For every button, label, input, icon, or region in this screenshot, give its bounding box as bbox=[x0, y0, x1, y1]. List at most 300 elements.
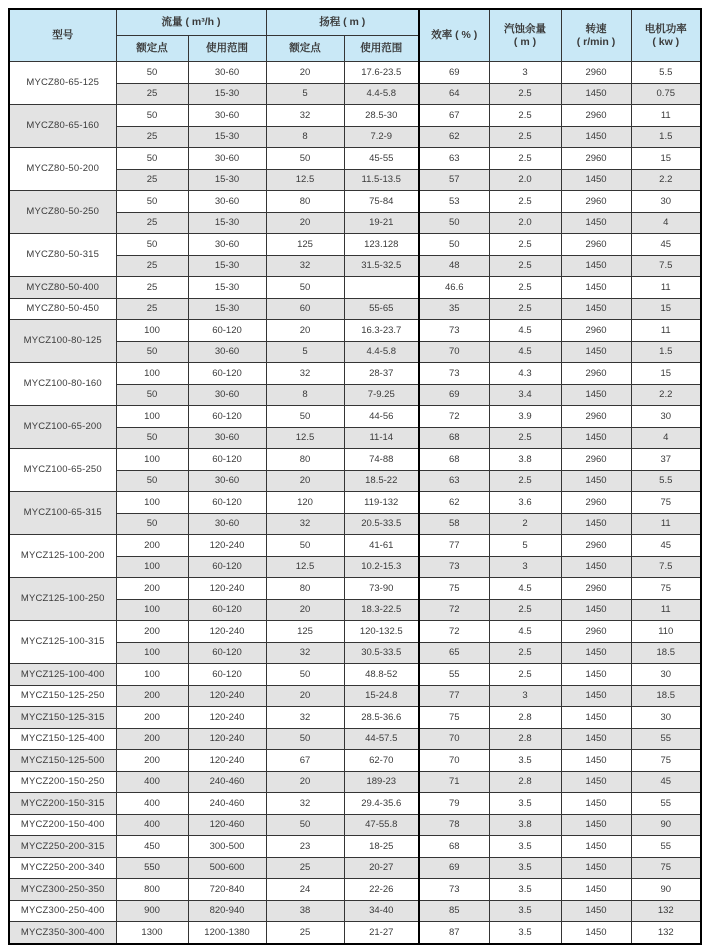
npsh-cell: 2.5 bbox=[489, 255, 561, 277]
flow-range-cell: 120-240 bbox=[188, 535, 266, 557]
npsh-cell: 2.5 bbox=[489, 191, 561, 213]
head-range-cell: 55-65 bbox=[344, 298, 419, 320]
npsh-cell: 3 bbox=[489, 556, 561, 578]
flow-range-cell: 120-240 bbox=[188, 728, 266, 750]
head-range-cell: 11.5-13.5 bbox=[344, 169, 419, 191]
head-rated-cell: 80 bbox=[266, 449, 344, 471]
model-cell: MYCZ100-65-250 bbox=[9, 449, 116, 492]
head-rated-cell: 120 bbox=[266, 492, 344, 514]
flow-range-cell: 15-30 bbox=[188, 277, 266, 299]
power-cell: 4 bbox=[631, 427, 701, 449]
power-cell: 11 bbox=[631, 513, 701, 535]
head-range-cell: 73-90 bbox=[344, 578, 419, 600]
flow-range-cell: 30-60 bbox=[188, 470, 266, 492]
flow-range-cell: 15-30 bbox=[188, 298, 266, 320]
flow-range-cell: 60-120 bbox=[188, 642, 266, 664]
table-row bbox=[9, 277, 701, 299]
header-power bbox=[631, 9, 701, 62]
head-range-cell: 48.8-52 bbox=[344, 664, 419, 686]
table-row bbox=[9, 836, 701, 858]
model-cell: MYCZ125-100-200 bbox=[9, 535, 116, 578]
head-range-cell: 28.5-30 bbox=[344, 105, 419, 127]
head-range-cell: 41-61 bbox=[344, 535, 419, 557]
model-cell: MYCZ80-50-250 bbox=[9, 191, 116, 234]
speed-cell: 2960 bbox=[561, 535, 631, 557]
power-cell: 4 bbox=[631, 212, 701, 234]
npsh-cell: 2.8 bbox=[489, 771, 561, 793]
power-cell: 5.5 bbox=[631, 62, 701, 84]
flow-range-cell: 30-60 bbox=[188, 191, 266, 213]
efficiency-cell: 58 bbox=[419, 513, 489, 535]
power-cell: 1.5 bbox=[631, 126, 701, 148]
table-row bbox=[9, 492, 701, 514]
speed-cell: 1450 bbox=[561, 922, 631, 944]
power-cell: 55 bbox=[631, 728, 701, 750]
power-cell: 30 bbox=[631, 707, 701, 729]
npsh-cell: 2.5 bbox=[489, 234, 561, 256]
power-cell: 5.5 bbox=[631, 470, 701, 492]
flow-rated-cell: 400 bbox=[116, 771, 188, 793]
speed-cell: 1450 bbox=[561, 427, 631, 449]
speed-cell: 1450 bbox=[561, 83, 631, 105]
speed-cell: 2960 bbox=[561, 449, 631, 471]
model-cell: MYCZ125-100-400 bbox=[9, 664, 116, 686]
power-cell: 18.5 bbox=[631, 642, 701, 664]
flow-range-cell: 30-60 bbox=[188, 148, 266, 170]
speed-cell: 1450 bbox=[561, 169, 631, 191]
power-cell: 75 bbox=[631, 492, 701, 514]
flow-range-cell: 15-30 bbox=[188, 83, 266, 105]
flow-rated-cell: 100 bbox=[116, 449, 188, 471]
speed-cell: 1450 bbox=[561, 814, 631, 836]
head-rated-cell: 50 bbox=[266, 277, 344, 299]
flow-range-cell: 30-60 bbox=[188, 427, 266, 449]
head-range-cell: 28-37 bbox=[344, 363, 419, 385]
flow-range-cell: 60-120 bbox=[188, 556, 266, 578]
npsh-cell: 5 bbox=[489, 535, 561, 557]
npsh-cell: 3.8 bbox=[489, 449, 561, 471]
efficiency-cell: 70 bbox=[419, 341, 489, 363]
power-cell: 30 bbox=[631, 406, 701, 428]
flow-rated-cell: 50 bbox=[116, 62, 188, 84]
head-range-cell bbox=[344, 277, 419, 299]
npsh-cell: 3.9 bbox=[489, 406, 561, 428]
header-npsh-line1: 汽蚀余量 bbox=[504, 23, 547, 36]
speed-cell: 1450 bbox=[561, 126, 631, 148]
table-row bbox=[9, 900, 701, 922]
model-cell: MYCZ80-50-315 bbox=[9, 234, 116, 277]
header-head-range: 使用范围 bbox=[344, 36, 419, 62]
speed-cell: 2960 bbox=[561, 105, 631, 127]
head-range-cell: 20-27 bbox=[344, 857, 419, 879]
head-range-cell: 7-9.25 bbox=[344, 384, 419, 406]
power-cell: 15 bbox=[631, 148, 701, 170]
flow-range-cell: 30-60 bbox=[188, 513, 266, 535]
head-rated-cell: 32 bbox=[266, 255, 344, 277]
speed-cell: 2960 bbox=[561, 406, 631, 428]
table-row bbox=[9, 922, 701, 944]
flow-rated-cell: 100 bbox=[116, 556, 188, 578]
flow-range-cell: 30-60 bbox=[188, 341, 266, 363]
power-cell: 30 bbox=[631, 191, 701, 213]
header-flow-range: 使用范围 bbox=[188, 36, 266, 62]
head-range-cell: 189-23 bbox=[344, 771, 419, 793]
table-row bbox=[9, 771, 701, 793]
model-cell: MYCZ350-300-400 bbox=[9, 922, 116, 944]
header-head-group: 扬程 ( m ) bbox=[266, 9, 419, 36]
power-cell: 75 bbox=[631, 857, 701, 879]
table-row bbox=[9, 814, 701, 836]
table-row bbox=[9, 363, 701, 385]
table-row bbox=[9, 621, 701, 643]
head-rated-cell: 5 bbox=[266, 341, 344, 363]
table-row bbox=[9, 191, 701, 213]
npsh-cell: 2.5 bbox=[489, 277, 561, 299]
model-cell: MYCZ80-50-400 bbox=[9, 277, 116, 299]
flow-rated-cell: 200 bbox=[116, 707, 188, 729]
model-cell: MYCZ125-100-250 bbox=[9, 578, 116, 621]
head-range-cell: 44-56 bbox=[344, 406, 419, 428]
power-cell: 11 bbox=[631, 105, 701, 127]
header-model: 型号 bbox=[9, 9, 116, 62]
model-cell: MYCZ150-125-500 bbox=[9, 750, 116, 772]
flow-rated-cell: 25 bbox=[116, 255, 188, 277]
speed-cell: 1450 bbox=[561, 384, 631, 406]
speed-cell: 1450 bbox=[561, 793, 631, 815]
head-range-cell: 21-27 bbox=[344, 922, 419, 944]
table-row bbox=[9, 320, 701, 342]
npsh-cell: 4.5 bbox=[489, 341, 561, 363]
head-range-cell: 28.5-36.6 bbox=[344, 707, 419, 729]
power-cell: 7.5 bbox=[631, 556, 701, 578]
speed-cell: 1450 bbox=[561, 556, 631, 578]
flow-rated-cell: 50 bbox=[116, 234, 188, 256]
power-cell: 45 bbox=[631, 234, 701, 256]
speed-cell: 2960 bbox=[561, 492, 631, 514]
efficiency-cell: 73 bbox=[419, 879, 489, 901]
power-cell: 7.5 bbox=[631, 255, 701, 277]
head-range-cell: 17.6-23.5 bbox=[344, 62, 419, 84]
speed-cell: 2960 bbox=[561, 621, 631, 643]
npsh-cell: 2.5 bbox=[489, 642, 561, 664]
efficiency-cell: 77 bbox=[419, 685, 489, 707]
power-cell: 90 bbox=[631, 879, 701, 901]
efficiency-cell: 73 bbox=[419, 363, 489, 385]
power-cell: 55 bbox=[631, 836, 701, 858]
header-flow-group: 流量 ( m³/h ) bbox=[116, 9, 266, 36]
flow-range-cell: 60-120 bbox=[188, 363, 266, 385]
head-range-cell: 123.128 bbox=[344, 234, 419, 256]
power-cell: 1.5 bbox=[631, 341, 701, 363]
model-cell: MYCZ80-50-200 bbox=[9, 148, 116, 191]
efficiency-cell: 79 bbox=[419, 793, 489, 815]
power-cell: 37 bbox=[631, 449, 701, 471]
flow-range-cell: 60-120 bbox=[188, 406, 266, 428]
head-rated-cell: 20 bbox=[266, 470, 344, 492]
head-rated-cell: 32 bbox=[266, 513, 344, 535]
power-cell: 15 bbox=[631, 363, 701, 385]
table-row bbox=[9, 298, 701, 320]
speed-cell: 1450 bbox=[561, 836, 631, 858]
flow-range-cell: 120-240 bbox=[188, 621, 266, 643]
efficiency-cell: 67 bbox=[419, 105, 489, 127]
power-cell: 18.5 bbox=[631, 685, 701, 707]
head-rated-cell: 12.5 bbox=[266, 556, 344, 578]
head-range-cell: 4.4-5.8 bbox=[344, 341, 419, 363]
efficiency-cell: 87 bbox=[419, 922, 489, 944]
npsh-cell: 3.5 bbox=[489, 900, 561, 922]
flow-range-cell: 30-60 bbox=[188, 234, 266, 256]
flow-rated-cell: 450 bbox=[116, 836, 188, 858]
flow-rated-cell: 200 bbox=[116, 578, 188, 600]
npsh-cell: 2.5 bbox=[489, 83, 561, 105]
header-power-line1: 电机功率 bbox=[644, 23, 687, 36]
npsh-cell: 4.5 bbox=[489, 621, 561, 643]
efficiency-cell: 46.6 bbox=[419, 277, 489, 299]
header-speed bbox=[561, 9, 631, 62]
flow-rated-cell: 25 bbox=[116, 126, 188, 148]
flow-range-cell: 60-120 bbox=[188, 320, 266, 342]
power-cell: 110 bbox=[631, 621, 701, 643]
head-range-cell: 31.5-32.5 bbox=[344, 255, 419, 277]
speed-cell: 2960 bbox=[561, 320, 631, 342]
head-range-cell: 45-55 bbox=[344, 148, 419, 170]
flow-range-cell: 30-60 bbox=[188, 384, 266, 406]
head-range-cell: 18-25 bbox=[344, 836, 419, 858]
head-rated-cell: 32 bbox=[266, 707, 344, 729]
power-cell: 2.2 bbox=[631, 169, 701, 191]
speed-cell: 2960 bbox=[561, 234, 631, 256]
head-range-cell: 29.4-35.6 bbox=[344, 793, 419, 815]
head-rated-cell: 80 bbox=[266, 191, 344, 213]
model-cell: MYCZ250-200-340 bbox=[9, 857, 116, 879]
head-range-cell: 74-88 bbox=[344, 449, 419, 471]
head-range-cell: 16.3-23.7 bbox=[344, 320, 419, 342]
speed-cell: 1450 bbox=[561, 255, 631, 277]
efficiency-cell: 64 bbox=[419, 83, 489, 105]
power-cell: 75 bbox=[631, 750, 701, 772]
flow-range-cell: 60-120 bbox=[188, 449, 266, 471]
head-range-cell: 47-55.8 bbox=[344, 814, 419, 836]
header-npsh-line2: ( m ) bbox=[513, 35, 537, 48]
efficiency-cell: 68 bbox=[419, 836, 489, 858]
efficiency-cell: 65 bbox=[419, 642, 489, 664]
efficiency-cell: 72 bbox=[419, 621, 489, 643]
efficiency-cell: 73 bbox=[419, 320, 489, 342]
head-rated-cell: 32 bbox=[266, 793, 344, 815]
flow-range-cell: 15-30 bbox=[188, 126, 266, 148]
npsh-cell: 2.5 bbox=[489, 105, 561, 127]
speed-cell: 1450 bbox=[561, 771, 631, 793]
model-cell: MYCZ100-80-160 bbox=[9, 363, 116, 406]
table-row bbox=[9, 793, 701, 815]
flow-rated-cell: 400 bbox=[116, 793, 188, 815]
table-row bbox=[9, 685, 701, 707]
head-rated-cell: 5 bbox=[266, 83, 344, 105]
npsh-cell: 2.5 bbox=[489, 470, 561, 492]
efficiency-cell: 72 bbox=[419, 599, 489, 621]
head-rated-cell: 20 bbox=[266, 320, 344, 342]
head-rated-cell: 32 bbox=[266, 642, 344, 664]
head-rated-cell: 8 bbox=[266, 126, 344, 148]
head-range-cell: 75-84 bbox=[344, 191, 419, 213]
flow-range-cell: 60-120 bbox=[188, 664, 266, 686]
flow-range-cell: 300-500 bbox=[188, 836, 266, 858]
head-rated-cell: 12.5 bbox=[266, 427, 344, 449]
head-rated-cell: 20 bbox=[266, 771, 344, 793]
efficiency-cell: 85 bbox=[419, 900, 489, 922]
head-rated-cell: 50 bbox=[266, 406, 344, 428]
efficiency-cell: 68 bbox=[419, 427, 489, 449]
head-rated-cell: 50 bbox=[266, 664, 344, 686]
table-row bbox=[9, 406, 701, 428]
table-header bbox=[9, 9, 701, 62]
flow-rated-cell: 100 bbox=[116, 406, 188, 428]
npsh-cell: 2.5 bbox=[489, 126, 561, 148]
flow-range-cell: 120-240 bbox=[188, 707, 266, 729]
flow-rated-cell: 200 bbox=[116, 750, 188, 772]
npsh-cell: 3.6 bbox=[489, 492, 561, 514]
flow-range-cell: 60-120 bbox=[188, 492, 266, 514]
flow-rated-cell: 200 bbox=[116, 535, 188, 557]
head-rated-cell: 80 bbox=[266, 578, 344, 600]
efficiency-cell: 50 bbox=[419, 234, 489, 256]
flow-rated-cell: 200 bbox=[116, 621, 188, 643]
speed-cell: 1450 bbox=[561, 857, 631, 879]
header-speed-line2: ( r/min ) bbox=[576, 35, 616, 48]
model-cell: MYCZ80-65-125 bbox=[9, 62, 116, 105]
npsh-cell: 2.0 bbox=[489, 169, 561, 191]
npsh-cell: 4.3 bbox=[489, 363, 561, 385]
head-range-cell: 120-132.5 bbox=[344, 621, 419, 643]
head-rated-cell: 20 bbox=[266, 212, 344, 234]
head-rated-cell: 125 bbox=[266, 621, 344, 643]
head-rated-cell: 50 bbox=[266, 148, 344, 170]
power-cell: 45 bbox=[631, 771, 701, 793]
table-row bbox=[9, 728, 701, 750]
efficiency-cell: 68 bbox=[419, 449, 489, 471]
head-range-cell: 4.4-5.8 bbox=[344, 83, 419, 105]
npsh-cell: 3.5 bbox=[489, 922, 561, 944]
head-range-cell: 44-57.5 bbox=[344, 728, 419, 750]
speed-cell: 2960 bbox=[561, 191, 631, 213]
speed-cell: 1450 bbox=[561, 470, 631, 492]
speed-cell: 1450 bbox=[561, 277, 631, 299]
flow-rated-cell: 100 bbox=[116, 492, 188, 514]
flow-rated-cell: 50 bbox=[116, 513, 188, 535]
table-row bbox=[9, 750, 701, 772]
model-cell: MYCZ80-65-160 bbox=[9, 105, 116, 148]
head-range-cell: 10.2-15.3 bbox=[344, 556, 419, 578]
speed-cell: 1450 bbox=[561, 750, 631, 772]
efficiency-cell: 63 bbox=[419, 470, 489, 492]
efficiency-cell: 55 bbox=[419, 664, 489, 686]
flow-rated-cell: 1300 bbox=[116, 922, 188, 944]
flow-range-cell: 120-240 bbox=[188, 578, 266, 600]
flow-rated-cell: 25 bbox=[116, 277, 188, 299]
head-rated-cell: 67 bbox=[266, 750, 344, 772]
speed-cell: 2960 bbox=[561, 62, 631, 84]
flow-rated-cell: 25 bbox=[116, 212, 188, 234]
npsh-cell: 2.5 bbox=[489, 298, 561, 320]
npsh-cell: 3 bbox=[489, 685, 561, 707]
flow-rated-cell: 900 bbox=[116, 900, 188, 922]
pump-spec-table bbox=[8, 8, 702, 945]
flow-rated-cell: 100 bbox=[116, 320, 188, 342]
speed-cell: 2960 bbox=[561, 363, 631, 385]
flow-rated-cell: 50 bbox=[116, 148, 188, 170]
flow-rated-cell: 25 bbox=[116, 83, 188, 105]
flow-rated-cell: 50 bbox=[116, 470, 188, 492]
head-rated-cell: 20 bbox=[266, 62, 344, 84]
power-cell: 11 bbox=[631, 320, 701, 342]
flow-rated-cell: 550 bbox=[116, 857, 188, 879]
flow-range-cell: 60-120 bbox=[188, 599, 266, 621]
power-cell: 2.2 bbox=[631, 384, 701, 406]
speed-cell: 1450 bbox=[561, 900, 631, 922]
flow-rated-cell: 50 bbox=[116, 427, 188, 449]
efficiency-cell: 69 bbox=[419, 62, 489, 84]
npsh-cell: 2.8 bbox=[489, 707, 561, 729]
efficiency-cell: 70 bbox=[419, 728, 489, 750]
table-row bbox=[9, 664, 701, 686]
speed-cell: 1450 bbox=[561, 707, 631, 729]
efficiency-cell: 63 bbox=[419, 148, 489, 170]
model-cell: MYCZ150-125-250 bbox=[9, 685, 116, 707]
efficiency-cell: 48 bbox=[419, 255, 489, 277]
head-rated-cell: 25 bbox=[266, 922, 344, 944]
head-range-cell: 119-132 bbox=[344, 492, 419, 514]
model-cell: MYCZ100-65-315 bbox=[9, 492, 116, 535]
table-row bbox=[9, 105, 701, 127]
efficiency-cell: 72 bbox=[419, 406, 489, 428]
header-npsh bbox=[489, 9, 561, 62]
efficiency-cell: 70 bbox=[419, 750, 489, 772]
table-row bbox=[9, 879, 701, 901]
head-rated-cell: 32 bbox=[266, 105, 344, 127]
flow-range-cell: 15-30 bbox=[188, 212, 266, 234]
header-head-rated: 额定点 bbox=[266, 36, 344, 62]
model-cell: MYCZ125-100-315 bbox=[9, 621, 116, 664]
table-row bbox=[9, 449, 701, 471]
head-rated-cell: 50 bbox=[266, 535, 344, 557]
speed-cell: 1450 bbox=[561, 513, 631, 535]
model-cell: MYCZ150-125-400 bbox=[9, 728, 116, 750]
npsh-cell: 2.5 bbox=[489, 599, 561, 621]
power-cell: 11 bbox=[631, 277, 701, 299]
head-rated-cell: 24 bbox=[266, 879, 344, 901]
speed-cell: 1450 bbox=[561, 879, 631, 901]
efficiency-cell: 75 bbox=[419, 707, 489, 729]
npsh-cell: 2.0 bbox=[489, 212, 561, 234]
head-range-cell: 18.3-22.5 bbox=[344, 599, 419, 621]
head-range-cell: 19-21 bbox=[344, 212, 419, 234]
head-range-cell: 34-40 bbox=[344, 900, 419, 922]
power-cell: 11 bbox=[631, 599, 701, 621]
model-cell: MYCZ100-80-125 bbox=[9, 320, 116, 363]
flow-range-cell: 15-30 bbox=[188, 255, 266, 277]
speed-cell: 1450 bbox=[561, 664, 631, 686]
flow-rated-cell: 100 bbox=[116, 599, 188, 621]
npsh-cell: 2 bbox=[489, 513, 561, 535]
npsh-cell: 3 bbox=[489, 62, 561, 84]
speed-cell: 1450 bbox=[561, 298, 631, 320]
table-row bbox=[9, 148, 701, 170]
npsh-cell: 2.5 bbox=[489, 427, 561, 449]
speed-cell: 1450 bbox=[561, 685, 631, 707]
npsh-cell: 3.5 bbox=[489, 836, 561, 858]
speed-cell: 1450 bbox=[561, 642, 631, 664]
